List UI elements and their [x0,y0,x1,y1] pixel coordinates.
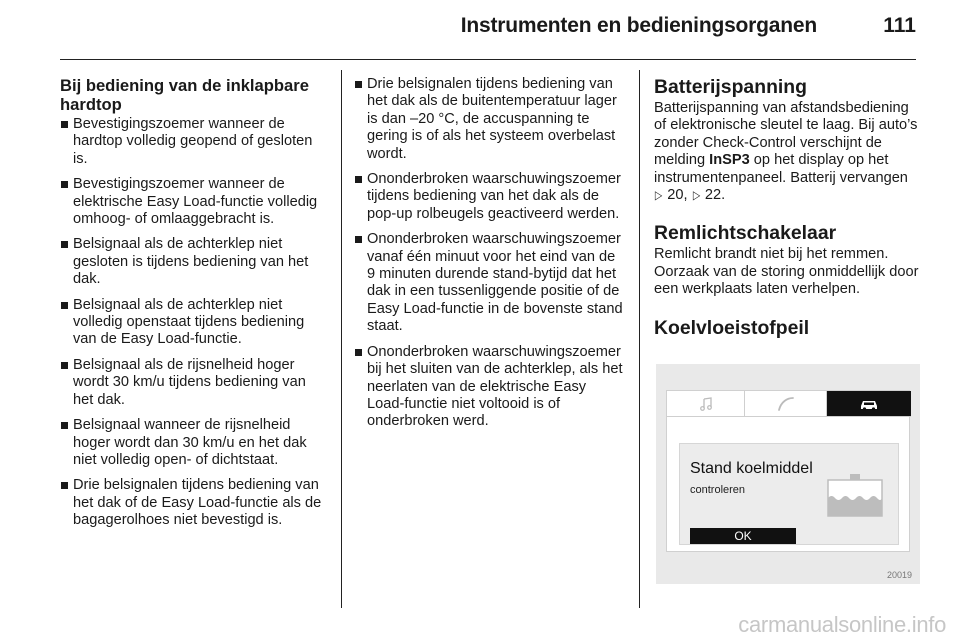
list-item: Ononderbroken waarschuwingszoemer vanaf één minuut voor het eind van de 9 minuten durende stand-bytijd dat het dak in een tussenliggende positie of de Easy Load-functie in de bovenste stand staat. [354,231,624,335]
list-item: Drie belsignalen tijdens bediening van het dak of de Easy Load-functie als de bagagerolhoes niet bevestigd is. [60,477,328,529]
battery-text-2: op het display op het instrumentenpaneel. Batterij vervangen [654,152,908,186]
warning-subtitle: controleren [690,484,746,496]
header-title: Instrumenten en bedieningsorganen [460,14,817,37]
car-icon [827,391,911,416]
music-note-icon [667,391,745,416]
bullet-list-continued [354,76,624,431]
coolant-tank-icon [826,472,884,518]
list-item: Belsignaal als de rijsnelheid hoger wordt 30 km/u tijdens bediening van het dak. [60,357,328,409]
battery-paragraph [654,100,920,204]
list-item: Belsignaal wanneer de rijsnelheid hoger wordt dan 30 km/u en het dak niet volledig open- of dichtstaat. [60,417,328,469]
list-item: Bevestigingszoemer wanneer de hardtop volledig geopend of gesloten is. [60,116,328,168]
list-item: Bevestigingszoemer wanneer de elektrische Easy Load-functie volledig omhoog- of omlaaggebracht is. [60,176,328,228]
page-number: 111 [883,14,916,37]
column-3 [654,76,920,341]
phone-icon [745,391,827,416]
page-reference-link[interactable]: 22. [700,187,726,204]
coolant-display-figure [656,364,920,584]
figure-code: 20019 [886,570,912,580]
section-heading-brake-switch: Remlichtschakelaar [654,222,837,245]
warning-message-box [679,443,899,545]
watermark: carmanualsonline.info [738,612,946,637]
page-reference-link[interactable]: 20, [663,187,692,204]
column-divider-1 [341,70,342,608]
display-screen [666,390,910,552]
list-item: Belsignaal als de achterklep niet volledig openstaat tijdens bediening van de Easy Load-functie. [60,297,328,349]
section-heading-coolant: Koelvloeistofpeil [654,316,810,339]
reference-arrow-icon: ▷ [654,188,663,203]
bullet-list-hardtop [60,116,328,530]
list-item: Ononderbroken waarschuwingszoemer tijdens bediening van het dak als de pop-up rolbeugels geactiveerd werden. [354,171,624,223]
list-item: Belsignaal als de achterklep niet gesloten is tijdens bediening van het dak. [60,236,328,288]
display-code: InSP3 [709,152,750,169]
section-heading-hardtop: Bij bediening van de inklapbare hardtop [60,76,309,114]
battery-text-1: Batterijspanning van afstandsbediening of elektronische sleutel te laag. Bij auto’s zonder Check-Control verschijnt de melding [654,100,918,169]
brake-switch-paragraph: Remlicht brandt niet bij het remmen. Oorzaak van de storing onmiddellijk door een werkplaats laten verhelpen. [654,246,919,298]
warning-title: Stand koelmiddel [690,460,813,477]
header-rule [60,59,916,60]
column-1 [60,76,328,538]
section-heading-battery: Batterijspanning [654,76,807,98]
list-item: Ononderbroken waarschuwingszoemer bij het sluiten van de achterklep, als het neerlaten van de elektrische Easy Load-functie niet voltooid is of onderbroken werd. [354,344,624,431]
ok-button[interactable]: OK [690,528,796,544]
reference-arrow-icon: ▷ [692,188,700,203]
column-divider-2 [639,70,640,608]
list-item: Drie belsignalen tijdens bediening van het dak als de buitentemperatuur lager is dan –20 °C, de accuspanning te gering is of als het systeem overbelast wordt. [354,76,624,163]
display-tab-bar [667,391,911,417]
column-2 [354,76,624,439]
